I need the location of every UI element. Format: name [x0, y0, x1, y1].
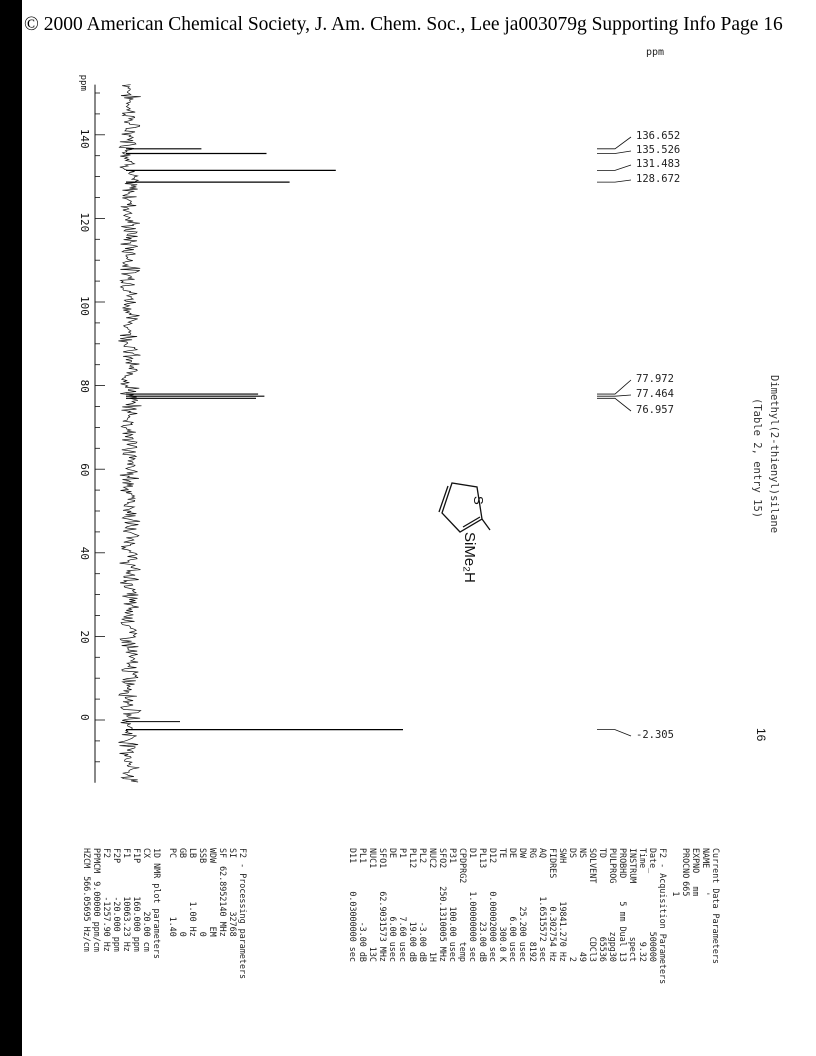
- param-row: [188, 848, 198, 940]
- peak-shift-label: -2.305: [636, 729, 674, 741]
- param-row: [701, 848, 711, 899]
- param-row: [488, 848, 498, 965]
- peak-leader: [597, 151, 631, 154]
- plot-params-title: 1D NMR plot parameters: [152, 848, 162, 959]
- param-row: [178, 848, 188, 940]
- param-name: PPMCM: [92, 848, 102, 874]
- param-value: 62.8952140 MHz: [218, 866, 228, 937]
- param-value: 19841.270 Hz: [558, 901, 568, 962]
- param-value: 1H: [428, 951, 438, 962]
- axis-tick-label: 140: [78, 128, 91, 149]
- param-row: [628, 848, 638, 965]
- param-value: 6.00 usec: [508, 916, 518, 962]
- param-name: DW: [518, 848, 528, 859]
- param-name: PL12: [408, 848, 418, 869]
- param-row: [671, 848, 681, 899]
- copyright-header: © 2000 American Chemical Society, J. Am. Chem. Soc., Lee ja003079g Supporting Info Page 16: [24, 14, 783, 35]
- param-row: [378, 848, 388, 965]
- param-row: [198, 848, 208, 940]
- param-name: SI: [228, 848, 238, 859]
- param-name: D12: [488, 848, 498, 864]
- param-row: [132, 848, 142, 955]
- param-name: CX: [142, 848, 152, 859]
- param-value: 0.00002000 sec: [488, 891, 498, 962]
- param-row: [448, 848, 458, 965]
- sulfur-label: S: [471, 496, 486, 505]
- param-row: [681, 848, 691, 899]
- param-row: [428, 848, 438, 965]
- param-row: [588, 848, 598, 965]
- param-name: FIDRES: [548, 848, 558, 879]
- param-name: AQ: [538, 848, 548, 859]
- processing-params-table: [168, 848, 238, 940]
- param-value: 20.00 cm: [142, 911, 152, 952]
- param-name: F2P: [112, 848, 122, 864]
- axis-tick-label: 80: [78, 379, 91, 393]
- param-name: PL2: [418, 848, 428, 864]
- param-value: 5 mm Dual 13: [618, 901, 628, 962]
- param-row: [691, 848, 701, 899]
- compound-entry: (Table 2, entry 15): [751, 398, 763, 519]
- param-row: [122, 848, 132, 955]
- param-name: SSB: [198, 848, 208, 864]
- param-value: 49: [578, 951, 588, 962]
- peak-shift-label: 128.672: [636, 173, 681, 185]
- param-value: 566.05695 Hz/cm: [82, 876, 92, 952]
- param-value: 25.200 usec: [518, 906, 528, 962]
- ring-to-si-bond: [482, 519, 490, 530]
- acquisition-params-table: [348, 848, 658, 965]
- param-value: 665: [681, 881, 691, 897]
- param-name: [671, 848, 681, 881]
- param-name: GB: [178, 848, 188, 859]
- param-value: -20.000 ppm: [112, 896, 122, 952]
- param-name: PL1: [358, 848, 368, 864]
- param-name: SFO2: [438, 848, 448, 869]
- param-value: 19.00 dB: [408, 921, 418, 962]
- param-name: F1P: [132, 848, 142, 864]
- param-name: LB: [188, 848, 198, 859]
- param-row: [408, 848, 418, 965]
- param-row: [102, 848, 112, 955]
- param-name: NUC2: [428, 848, 438, 869]
- param-name: PULPROG: [608, 848, 618, 884]
- peak-lines: [126, 149, 403, 730]
- noise-trace: [118, 85, 141, 782]
- thiophene-structure: [439, 483, 490, 532]
- peak-leader: [597, 395, 631, 396]
- param-row: [112, 848, 122, 955]
- param-value: spect: [628, 936, 638, 962]
- param-value: 9.00000 ppm/cm: [92, 881, 102, 952]
- param-name: DE: [508, 848, 518, 859]
- param-value: 9.32: [638, 941, 648, 962]
- param-name: CPDPRG2: [458, 848, 468, 884]
- param-name: SF: [218, 848, 228, 859]
- param-name: HZCM: [82, 848, 92, 869]
- param-name: F2: [102, 848, 112, 859]
- processing-params-block: [168, 848, 248, 979]
- param-value: 1.6515572 sec: [538, 896, 548, 962]
- peak-shift-label: 77.972: [636, 373, 674, 385]
- thiophene-ring: [442, 483, 482, 532]
- param-value: EM: [208, 926, 218, 937]
- param-name: DS: [568, 848, 578, 859]
- param-value: 300.0 K: [498, 926, 508, 962]
- param-row: [458, 848, 468, 965]
- acquisition-params-block: [348, 848, 668, 984]
- param-row: [438, 848, 448, 965]
- param-value: 1: [671, 891, 681, 897]
- param-value: 1.40: [168, 916, 178, 937]
- param-value: -3.00 dB: [358, 921, 368, 962]
- param-value: 62.9031573 MHz: [378, 891, 388, 962]
- param-name: PROBHD: [618, 848, 628, 879]
- param-value: -3.00 dB: [418, 921, 428, 962]
- param-row: [508, 848, 518, 965]
- param-value: 100.00 usec: [448, 906, 458, 962]
- param-row: [498, 848, 508, 965]
- param-name: P31: [448, 848, 458, 864]
- param-row: [398, 848, 408, 965]
- param-value: 32768: [228, 911, 238, 937]
- current-params-table: [671, 848, 711, 899]
- ppm-unit-label: ppm: [646, 47, 665, 58]
- peak-leader: [597, 398, 631, 411]
- axis-tick-label: 40: [78, 546, 91, 561]
- param-value: 65536: [598, 936, 608, 962]
- param-row: [228, 848, 238, 940]
- param-value: 0.302754 Hz: [548, 906, 558, 962]
- param-name: INSTRUM: [628, 848, 638, 884]
- param-name: EXPNO: [691, 848, 701, 874]
- param-value: 13C: [368, 946, 378, 962]
- param-row: [548, 848, 558, 965]
- param-row: [478, 848, 488, 965]
- param-row: [598, 848, 608, 965]
- param-value: 10063.23 Hz: [122, 896, 132, 952]
- current-params-title: Current Data Parameters: [711, 848, 721, 964]
- param-name: Date_: [648, 848, 658, 874]
- plot-params-table: [82, 848, 152, 955]
- param-row: [638, 848, 648, 965]
- processing-params-title: F2 - Processing parameters: [238, 848, 248, 980]
- param-row: [608, 848, 618, 965]
- param-name: TE: [498, 848, 508, 859]
- peak-leader: [597, 380, 631, 394]
- param-row: [618, 848, 628, 965]
- axis-tick-label: 100: [78, 296, 91, 316]
- param-value: zgpg30: [608, 931, 618, 962]
- param-value: mm: [691, 886, 701, 897]
- param-row: [218, 848, 228, 940]
- param-row: [568, 848, 578, 965]
- param-row: [558, 848, 568, 965]
- axis-tick-label: 120: [78, 212, 91, 233]
- param-row: [518, 848, 528, 965]
- peak-shift-label: 135.526: [636, 144, 681, 156]
- peak-shift-label: 131.483: [636, 158, 681, 170]
- axis-tick-label: 0: [78, 714, 91, 721]
- param-name: NAME: [701, 848, 711, 869]
- param-name: DE: [388, 848, 398, 859]
- param-value: -1257.90 Hz: [102, 896, 112, 952]
- param-row: [368, 848, 378, 965]
- axis-unit-label: ppm: [78, 74, 88, 91]
- param-value: 250.1310005 MHz: [438, 886, 448, 962]
- param-name: WDW: [208, 848, 218, 864]
- param-row: [388, 848, 398, 965]
- compound-title: Dimethyl(2-thienyl)silane: [768, 375, 780, 534]
- param-row: [648, 848, 658, 965]
- param-value: 500000: [648, 931, 658, 962]
- param-row: [538, 848, 548, 965]
- param-value: 1.00000000 sec: [468, 891, 478, 962]
- peak-shift-label: 77.464: [636, 388, 674, 400]
- peak-leader: [597, 180, 631, 182]
- param-name: NUC1: [368, 848, 378, 869]
- param-value: CDCl3: [588, 936, 598, 962]
- param-value: 23.00 dB: [478, 921, 488, 962]
- plot-params-block: [82, 848, 162, 959]
- acquisition-params-title: F2 - Acquisition Parameters: [658, 848, 668, 985]
- silyl-label: SiMe₂H: [461, 532, 478, 583]
- peak-leader: [597, 165, 631, 170]
- param-row: [142, 848, 152, 955]
- param-row: [168, 848, 178, 940]
- param-value: 160.000 ppm: [132, 896, 142, 952]
- param-name: PROCNO: [681, 848, 691, 879]
- param-name: PC: [168, 848, 178, 859]
- param-name: F1: [122, 848, 132, 859]
- param-value: 1.00 Hz: [188, 901, 198, 937]
- param-row: [348, 848, 358, 965]
- param-name: PL13: [478, 848, 488, 869]
- param-value: 7.60 usec: [398, 916, 408, 962]
- param-value: 8192: [528, 941, 538, 962]
- param-row: [528, 848, 538, 965]
- page-number: 16: [754, 728, 768, 742]
- param-value: 0: [178, 931, 188, 937]
- param-value: 2: [568, 956, 578, 962]
- param-name: SFO1: [378, 848, 388, 869]
- param-name: D11: [348, 848, 358, 864]
- param-name: P1: [398, 848, 408, 859]
- peak-leader-lines: [597, 137, 631, 736]
- param-value: 0: [198, 931, 208, 937]
- param-row: [208, 848, 218, 940]
- param-name: SWH: [558, 848, 568, 864]
- peak-shift-label: 76.957: [636, 404, 674, 416]
- axis-tick-label: 60: [78, 463, 91, 477]
- ppm-axis: [78, 75, 105, 783]
- param-name: SOLVENT: [588, 848, 598, 884]
- current-params-block: [671, 848, 721, 964]
- param-row: [358, 848, 368, 965]
- param-value: temp: [458, 941, 468, 962]
- param-value: 0.03000000 sec: [348, 891, 358, 962]
- param-row: [578, 848, 588, 965]
- peak-leader: [597, 730, 631, 736]
- axis-tick-label: 20: [78, 630, 91, 644]
- param-row: [82, 848, 92, 955]
- param-value: 6.00 usec: [388, 916, 398, 962]
- param-name: NS: [578, 848, 588, 859]
- param-row: [418, 848, 428, 965]
- param-row: [92, 848, 102, 955]
- peak-shift-label: 136.652: [636, 130, 681, 142]
- peak-leader: [597, 137, 631, 149]
- baseline-noise: [118, 85, 141, 782]
- param-name: D1: [468, 848, 478, 859]
- param-row: [468, 848, 478, 965]
- param-name: TD: [598, 848, 608, 859]
- param-value: ': [701, 891, 711, 897]
- param-name: Time: [638, 848, 648, 869]
- param-name: RG: [528, 848, 538, 859]
